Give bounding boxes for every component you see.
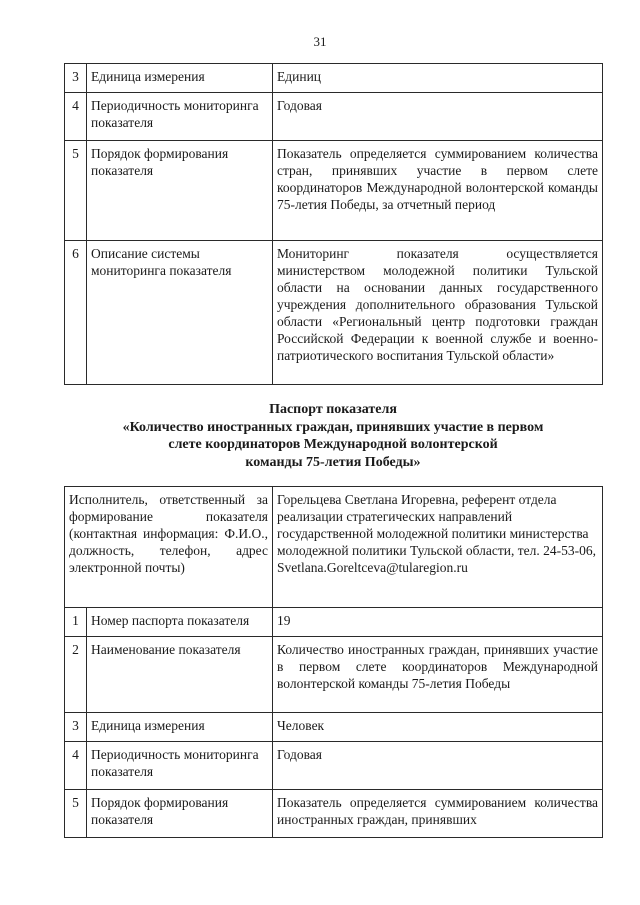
table-row [65, 487, 603, 608]
table-row [65, 713, 603, 742]
row-number: 4 [65, 742, 87, 790]
row-label: Номер паспорта показателя [87, 608, 273, 637]
row-value: 19 [273, 608, 603, 637]
row-value: Единиц [273, 64, 603, 93]
table-row [65, 742, 603, 790]
row-value: Показатель определяется суммированием количества иностранных граждан, принявших [273, 790, 603, 838]
row-label: Периодичность мониторинга показателя [87, 93, 273, 141]
passport-title: Паспорт показателя [269, 402, 397, 417]
passport-subtitle-line: «Количество иностранных граждан, принявших участие в первом [122, 419, 544, 435]
row-number: 5 [65, 790, 87, 838]
table-row [65, 790, 603, 838]
table-row [65, 608, 603, 637]
passport-heading [64, 401, 602, 471]
row-number: 3 [65, 64, 87, 93]
row-value: Показатель определяется суммированием количества стран, принявших участие в первом слете координаторов Международной волонтерской команды 75-летия Победы, за отчетный период [273, 141, 603, 241]
row-number: 2 [65, 637, 87, 713]
indicator-passport-table [64, 486, 603, 838]
table-row [65, 637, 603, 713]
row-value: Человек [273, 713, 603, 742]
row-label: Порядок формирования показателя [87, 790, 273, 838]
row-value: Годовая [273, 742, 603, 790]
row-number: 5 [65, 141, 87, 241]
row-value: Годовая [273, 93, 603, 141]
row-number: 3 [65, 713, 87, 742]
row-label: Описание системы мониторинга показателя [87, 241, 273, 385]
indicator-table-continued [64, 63, 603, 385]
table-row [65, 141, 603, 241]
row-value: Количество иностранных граждан, принявших участие в первом слете координаторов Международной волонтерской команды 75-летия Победы [273, 637, 603, 713]
row-number: 1 [65, 608, 87, 637]
row-label: Периодичность мониторинга показателя [87, 742, 273, 790]
row-label: Порядок формирования показателя [87, 141, 273, 241]
row-label: Единица измерения [87, 64, 273, 93]
executor-email: Svetlana.Goreltceva@tularegion.ru [277, 560, 468, 575]
table-row [65, 64, 603, 93]
row-value: Мониторинг показателя осуществляется министерством молодежной политики Тульской области на основании данных государственного учреждения дополнительного образования Тульской области «Региональный центр подготовки граждан Российской Федерации к военной службе и военно-патриотического воспитания Тульской области» [273, 241, 603, 385]
passport-subtitle-line: команды 75-летия Победы» [245, 454, 421, 470]
passport-subtitle-line: слете координаторов Международной волонтерской [168, 437, 498, 452]
executor-details: Горельцева Светлана Игоревна, референт отдела реализации стратегических направлений государственной молодежной политики министерства молодежной политики Тульской области, тел. 24-53-06, [277, 492, 596, 558]
page-bottom-margin [0, 849, 640, 905]
executor-value [273, 487, 603, 608]
row-number: 6 [65, 241, 87, 385]
table-row [65, 241, 603, 385]
table-row [65, 93, 603, 141]
row-label: Наименование показателя [87, 637, 273, 713]
page-number: 31 [313, 34, 327, 49]
row-number: 4 [65, 93, 87, 141]
executor-label: Исполнитель, ответственный за формирование показателя (контактная информация: Ф.И.О., должность, телефон, адрес электронной почты) [65, 487, 273, 608]
row-label: Единица измерения [87, 713, 273, 742]
